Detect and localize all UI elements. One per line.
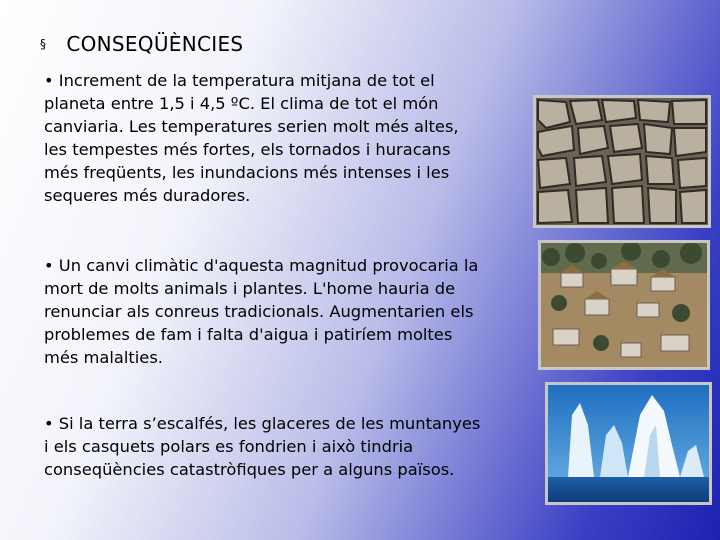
slide-title [40,32,243,56]
title-bullet: § [40,37,47,51]
title-text: CONSEQÜÈNCIES [66,32,244,56]
drought-cracked-earth-photo [533,95,711,228]
flooded-town-photo [538,240,710,370]
paragraph-glaciers: • Si la terra s’escalfés, les glaceres de les muntanyes i els casquets polars es fondrien i això tindria conseqüències catastròfiques per a alguns països. [44,414,481,479]
paragraph-species: • Un canvi climàtic d'aquesta magnitud provocaria la mort de molts animals i plantes. L'home hauria de renunciar als conreus tradicionals. Augmentarien els problemes de fam i falta d'aigua i patiríem moltes més malalties. [44,256,479,367]
paragraph-temperature: • Increment de la temperatura mitjana de tot el planeta entre 1,5 i 4,5 ºC. El clima de tot el món canviaria. Les temperatures serien molt més altes, les tempestes més fortes, els tornados i huracans més freqüents, les inundacions més intenses i les sequeres més duradores. [44,71,459,205]
iceberg-photo [545,382,712,505]
